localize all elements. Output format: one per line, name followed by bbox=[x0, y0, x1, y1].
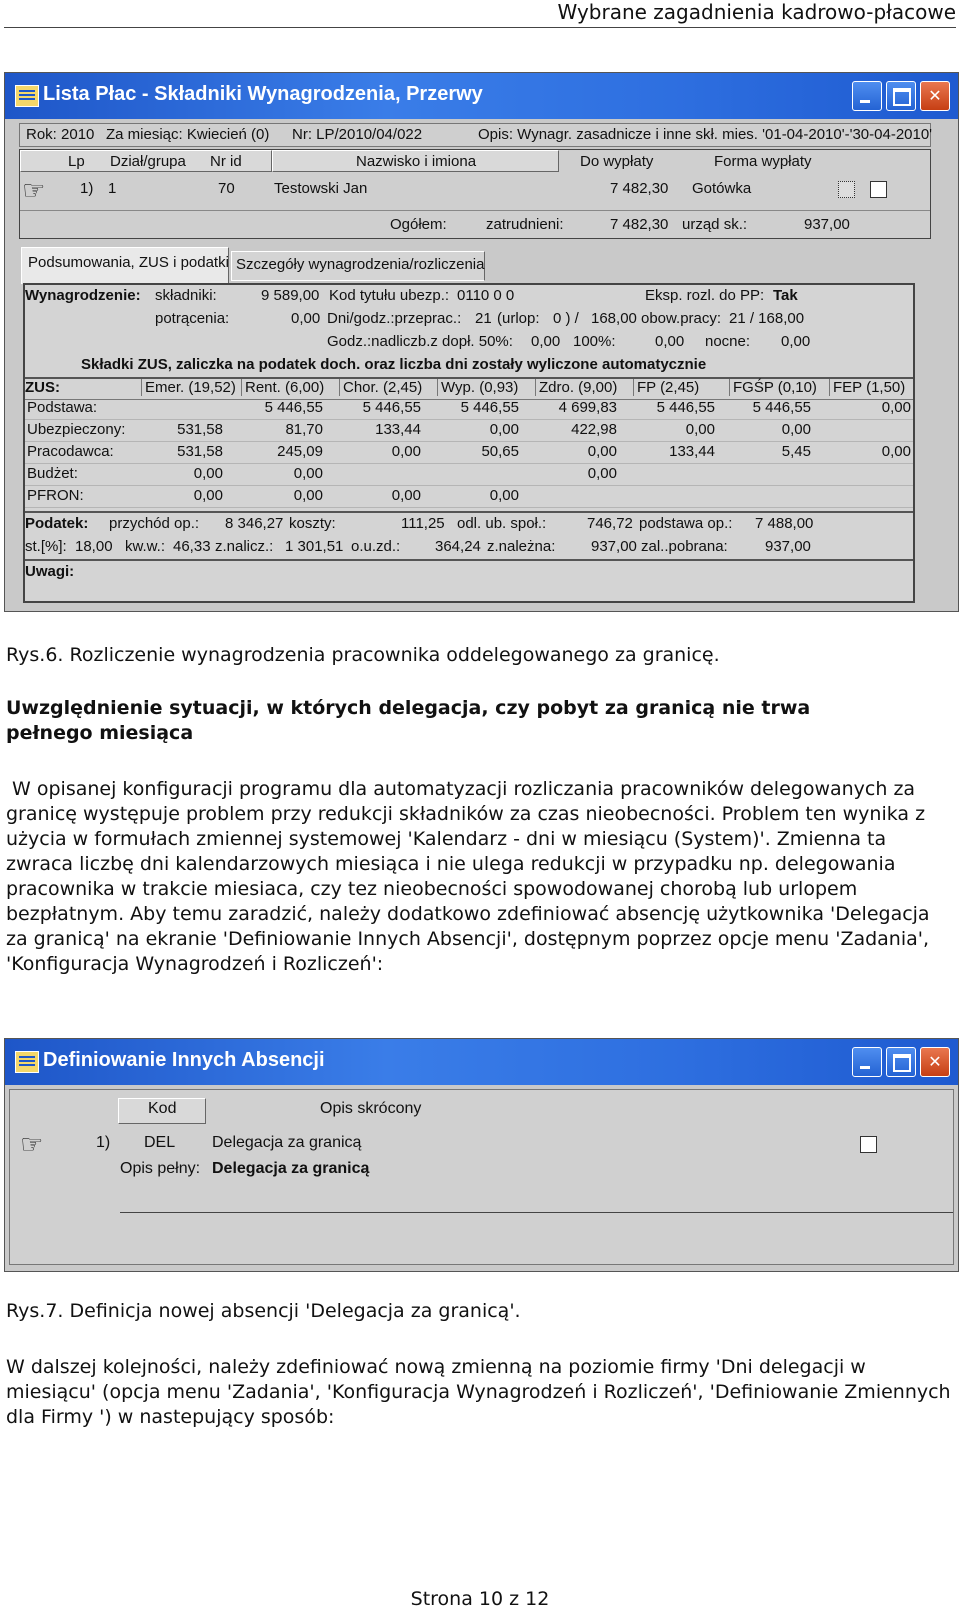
components-label: składniki: bbox=[155, 287, 217, 304]
zus-cell: 0,00 bbox=[391, 443, 421, 460]
header-divider bbox=[4, 27, 956, 28]
header-lp: Lp bbox=[68, 153, 85, 170]
zus-cell: 5 446,55 bbox=[264, 399, 323, 416]
overtime-100-value: 0,00 bbox=[655, 333, 685, 350]
due-label: z.należna: bbox=[487, 538, 556, 555]
social-deduction-value: 746,72 bbox=[587, 515, 633, 532]
pointer-hand-icon: ☞ bbox=[22, 176, 46, 206]
social-deduction-label: odl. ub. społ.: bbox=[457, 515, 547, 532]
summary-panel bbox=[23, 283, 915, 603]
zus-row-label: PFRON: bbox=[27, 487, 84, 504]
payroll-window-titlebar[interactable] bbox=[5, 73, 958, 119]
row-short-description: Delegacja za granicą bbox=[212, 1134, 362, 1151]
payroll-info-bar bbox=[19, 123, 931, 147]
night-label: nocne: bbox=[705, 333, 751, 350]
page-footer: Strona 10 z 12 bbox=[410, 1588, 550, 1610]
overtime-label: Godz.:nadliczb.z dopł. 50%: bbox=[327, 333, 513, 350]
zus-cell: 0,00 bbox=[587, 443, 617, 460]
row-pay-form: Gotówka bbox=[692, 180, 752, 197]
zus-cell: 0,00 bbox=[193, 465, 223, 482]
tax-base-label: podstawa op.: bbox=[639, 515, 733, 532]
calculated-value: 1 301,51 bbox=[285, 538, 344, 555]
rate-value: 18,00 bbox=[75, 538, 113, 555]
zus-cell: 50,65 bbox=[481, 443, 519, 460]
days-worked-value: 21 bbox=[475, 310, 492, 327]
components-value: 9 589,00 bbox=[261, 287, 320, 304]
zus-column-header: FGŚP (0,10) bbox=[729, 379, 817, 396]
health-deduction-label: o.u.zd.: bbox=[351, 538, 401, 555]
notes-label: Uwagi: bbox=[25, 563, 75, 580]
header-short-description: Opis skrócony bbox=[320, 1100, 422, 1117]
app-icon bbox=[15, 1051, 39, 1073]
zus-column-header: Zdro. (9,00) bbox=[535, 379, 617, 396]
select-checkbox[interactable] bbox=[838, 181, 855, 198]
row-name: Testowski Jan bbox=[274, 180, 368, 197]
zus-cell: 245,09 bbox=[277, 443, 323, 460]
grid-divider bbox=[20, 210, 930, 211]
employed-value: 7 482,30 bbox=[610, 216, 669, 233]
maximize-button[interactable] bbox=[886, 81, 916, 111]
night-value: 0,00 bbox=[781, 333, 811, 350]
header-code: Kod bbox=[148, 1100, 177, 1117]
header-name: Nazwisko i imiona bbox=[356, 153, 477, 170]
zus-row-divider bbox=[25, 419, 913, 420]
header-pay: Do wypłaty bbox=[580, 153, 654, 170]
overtime-50-value: 0,00 bbox=[531, 333, 561, 350]
deductions-value: 0,00 bbox=[291, 310, 321, 327]
zus-column-header: FP (2,45) bbox=[633, 379, 699, 396]
row-lp: 1) bbox=[80, 180, 94, 197]
tab-details-label: Szczegóły wynagrodzenia/rozliczenia bbox=[236, 256, 485, 273]
payroll-window bbox=[4, 72, 959, 612]
zus-column-header: Emer. (19,52) bbox=[141, 379, 236, 396]
app-icon bbox=[15, 85, 39, 107]
table-row[interactable] bbox=[20, 174, 930, 206]
export-label: Eksp. rozl. do PP: bbox=[645, 287, 765, 304]
calculated-label: z.nalicz.: bbox=[215, 538, 274, 555]
zus-row-divider bbox=[25, 485, 913, 486]
days-hours-label: Dni/godz.:przeprac.: bbox=[327, 310, 462, 327]
costs-label: koszty: bbox=[289, 515, 336, 532]
zus-cell: 0,00 bbox=[881, 443, 911, 460]
minimize-button[interactable] bbox=[852, 1047, 882, 1077]
rate-label: st.[%]: bbox=[25, 538, 67, 555]
zus-cell: 5 446,55 bbox=[362, 399, 421, 416]
export-value: Tak bbox=[773, 287, 798, 304]
costs-value: 111,25 bbox=[401, 515, 445, 532]
row-code: DEL bbox=[144, 1134, 176, 1151]
tax-label: Podatek: bbox=[25, 515, 89, 532]
zus-cell: 0,00 bbox=[489, 421, 519, 438]
zus-column-header: Wyp. (0,93) bbox=[437, 379, 518, 396]
zus-row-divider bbox=[25, 463, 913, 464]
zus-row-label: Ubezpieczony: bbox=[27, 421, 126, 438]
description-field: Opis: Wynagr. zasadnicze i inne skł. mies. '01-04-2010'-'30-04-2010' bbox=[478, 126, 933, 143]
zus-cell: 0,00 bbox=[781, 421, 811, 438]
total-label: Ogółem: bbox=[390, 216, 447, 233]
paragraph-2: W dalszej kolejności, należy zdefiniować nową zmienną na poziomie firmy 'Dni delegacji w miesiącu' (opcja menu 'Zadania', 'Konfiguracja Wynagrodzeń i Rozliczeń', 'Definiowanie Zmiennych dla Firmy ') w nastepujący sposób: bbox=[6, 1356, 951, 1428]
mandatory-work-label: obow.pracy: bbox=[641, 310, 722, 327]
overtime-100-label: 100%: bbox=[573, 333, 616, 350]
zus-cell: 5 446,55 bbox=[460, 399, 519, 416]
zus-cell: 422,98 bbox=[571, 421, 617, 438]
header-id: Nr id bbox=[210, 153, 242, 170]
zus-banner: Składki ZUS, zaliczka na podatek doch. oraz liczba dni zostały wyliczone automatycznie bbox=[81, 356, 707, 373]
zus-cell: 5 446,55 bbox=[752, 399, 811, 416]
zus-column-header: FEP (1,50) bbox=[829, 379, 905, 396]
row-pay: 7 482,30 bbox=[610, 180, 669, 197]
mark-checkbox[interactable] bbox=[870, 181, 887, 198]
section-heading: Uwzględnienie sytuacji, w których delegacja, czy pobyt za granicą nie trwa pełnego miesiąca bbox=[6, 697, 811, 744]
figure-caption-6: Rys.6. Rozliczenie wynagrodzenia pracownika oddelegowanego za granicę. bbox=[6, 644, 720, 666]
deductions-label: potrącenia: bbox=[155, 310, 230, 327]
tax-office-value: 937,00 bbox=[804, 216, 850, 233]
zus-cell: 81,70 bbox=[285, 421, 323, 438]
zus-row-divider bbox=[25, 441, 913, 442]
insurance-code-label: Kod tytułu ubezp.: bbox=[329, 287, 450, 304]
full-description-label: Opis pełny: bbox=[120, 1160, 201, 1177]
zus-column-header: Chor. (2,45) bbox=[339, 379, 422, 396]
zus-cell: 0,00 bbox=[881, 399, 911, 416]
zus-cell: 0,00 bbox=[293, 465, 323, 482]
zus-table bbox=[25, 377, 913, 513]
zus-cell: 5,45 bbox=[781, 443, 811, 460]
employed-label: zatrudnieni: bbox=[486, 216, 564, 233]
close-button[interactable]: ✕ bbox=[920, 81, 950, 111]
insurance-code-value: 0110 0 0 bbox=[457, 287, 515, 304]
row-lp: 1) bbox=[96, 1134, 111, 1151]
leave-value: 0 ) / bbox=[553, 310, 579, 327]
zus-row-divider bbox=[25, 507, 913, 508]
zus-cell: 531,58 bbox=[177, 443, 223, 460]
employee-grid bbox=[19, 149, 931, 239]
zus-cell: 0,00 bbox=[489, 487, 519, 504]
salary-label: Wynagrodzenie: bbox=[25, 287, 141, 304]
collected-value: 937,00 bbox=[765, 538, 811, 555]
mark-checkbox[interactable] bbox=[860, 1136, 877, 1153]
page-header: Wybrane zagadnienia kadrowo-płacowe bbox=[557, 0, 956, 24]
zus-cell: 133,44 bbox=[669, 443, 715, 460]
absence-window bbox=[4, 1038, 959, 1272]
zus-cell: 0,00 bbox=[193, 487, 223, 504]
reduction-label: kw.w.: bbox=[125, 538, 166, 555]
header-department: Dział/grupa bbox=[110, 153, 186, 170]
table-row[interactable] bbox=[10, 1126, 950, 1186]
tax-base-value: 7 488,00 bbox=[755, 515, 814, 532]
zus-column-header: Rent. (6,00) bbox=[241, 379, 324, 396]
zus-row-label: Budżet: bbox=[27, 465, 78, 482]
hours-worked-value: 168,00 bbox=[591, 310, 637, 327]
full-description-value: Delegacja za granicą bbox=[212, 1160, 370, 1177]
health-deduction-value: 364,24 bbox=[435, 538, 481, 555]
zus-row-label: Podstawa: bbox=[27, 399, 98, 416]
revenue-label: przychód op.: bbox=[109, 515, 200, 532]
maximize-button[interactable] bbox=[886, 1047, 916, 1077]
zus-cell: 0,00 bbox=[293, 487, 323, 504]
zus-cell: 0,00 bbox=[685, 421, 715, 438]
tab-summary-label: Podsumowania, ZUS i podatki bbox=[28, 254, 229, 271]
podatek-divider bbox=[25, 511, 913, 513]
uwagi-divider bbox=[25, 559, 913, 561]
collected-label: zal..pobrana: bbox=[641, 538, 728, 555]
pointer-hand-icon: ☞ bbox=[20, 1130, 44, 1160]
list-number-field: Nr: LP/2010/04/022 bbox=[292, 126, 423, 143]
tab-details[interactable] bbox=[231, 251, 485, 281]
zus-cell: 531,58 bbox=[177, 421, 223, 438]
row-id: 70 bbox=[218, 180, 235, 197]
figure-caption-7: Rys.7. Definicja nowej absencji 'Delegacja za granicą'. bbox=[6, 1300, 521, 1322]
leave-label: (urlop: bbox=[497, 310, 540, 327]
zus-cell: 0,00 bbox=[587, 465, 617, 482]
absence-window-titlebar[interactable] bbox=[5, 1039, 958, 1085]
minimize-button[interactable] bbox=[852, 81, 882, 111]
tab-summary[interactable] bbox=[21, 247, 229, 284]
window-title: Definiowanie Innych Absencji bbox=[43, 1049, 325, 1071]
zus-cell: 4 699,83 bbox=[558, 399, 617, 416]
zus-cell: 133,44 bbox=[375, 421, 421, 438]
revenue-value: 8 346,27 bbox=[225, 515, 284, 532]
reduction-value: 46,33 bbox=[173, 538, 211, 555]
header-pay-form: Forma wypłaty bbox=[714, 153, 812, 170]
row-underline bbox=[120, 1212, 953, 1213]
absence-grid bbox=[9, 1089, 954, 1265]
zus-row-label: Pracodawca: bbox=[27, 443, 114, 460]
zus-corner-label: ZUS: bbox=[25, 379, 60, 396]
close-button[interactable]: ✕ bbox=[920, 1047, 950, 1077]
zus-cell: 5 446,55 bbox=[656, 399, 715, 416]
zus-cell: 0,00 bbox=[391, 487, 421, 504]
row-department: 1 bbox=[108, 180, 117, 197]
due-value: 937,00 bbox=[591, 538, 637, 555]
tax-office-label: urząd sk.: bbox=[682, 216, 748, 233]
month-field: Za miesiąc: Kwiecień (0) bbox=[106, 126, 270, 143]
paragraph-1: W opisanej konfiguracji programu dla automatyzacji rozliczania pracowników delegowanych za granicę występuje problem przy redukcji składników za czas nieobecności. Problem ten wynika z użycia w formułach zmiennej systemowej 'Kalendarz - dni w miesiącu (System)'. Zmienna ta zwraca liczbę dni kalendarzowych miesiąca i nie ulega redukcji w przypadku np. delegowania pracownika w trakcie miesiaca, czy tez nieobecności spowodowanej chorobą lub urlopem bezpłatnym. Aby temu zaradzić, należy dodatkowo zdefiniować absencję użytkownika 'Delegacja za granicą' na ekranie 'Definiowanie Innych Absencji', dostępnym poprzez opcje menu 'Zadania', 'Konfiguracja Wynagrodzeń i Rozliczeń': bbox=[6, 778, 936, 975]
year-field: Rok: 2010 bbox=[26, 126, 95, 143]
mandatory-work-value: 21 / 168,00 bbox=[729, 310, 805, 327]
window-title: Lista Płac - Składniki Wynagrodzenia, Przerwy bbox=[43, 83, 483, 105]
